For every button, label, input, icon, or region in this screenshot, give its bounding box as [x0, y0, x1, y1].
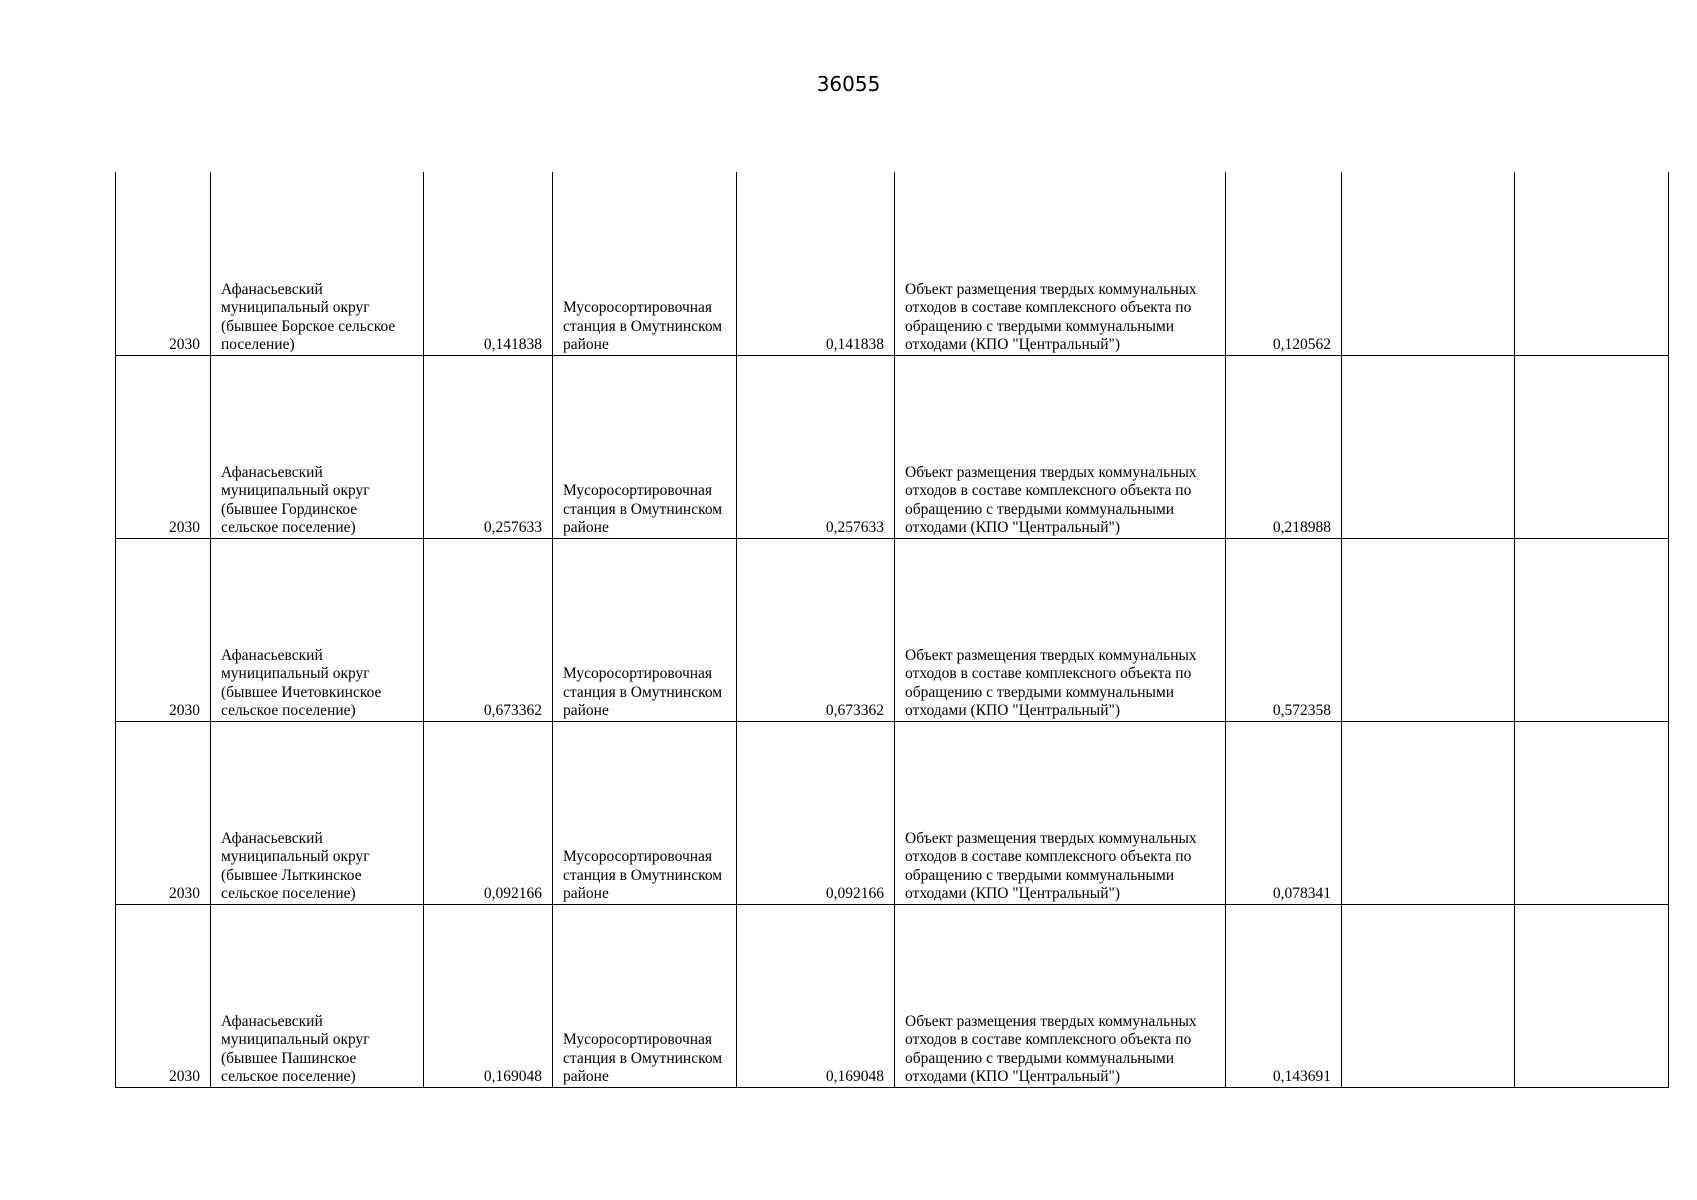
table-row — [116, 721, 1669, 904]
year-cell: 2030 — [116, 355, 211, 538]
page-number: 36055 — [816, 72, 881, 96]
territory-cell: Афанасьевский муниципальный округ (бывшее Лыткинское сельское поселение) — [211, 721, 424, 904]
empty-cell — [1342, 904, 1515, 1087]
volume-cell: 0,257633 — [424, 355, 553, 538]
facility-cell: Мусоросортировочная станция в Омутнинском районе — [553, 904, 737, 1087]
data-table — [115, 172, 1669, 1088]
facility-volume-cell: 0,257633 — [737, 355, 895, 538]
volume-cell: 0,673362 — [424, 538, 553, 721]
facility-volume-cell: 0,092166 — [737, 721, 895, 904]
destination-cell: Объект размещения твердых коммунальных отходов в составе комплексного объекта по обращению с твердыми коммунальными отходами (КПО "Центральный") — [895, 172, 1226, 355]
destination-volume-cell: 0,078341 — [1226, 721, 1342, 904]
facility-cell: Мусоросортировочная станция в Омутнинском районе — [553, 172, 737, 355]
destination-volume-cell: 0,572358 — [1226, 538, 1342, 721]
facility-volume-cell: 0,673362 — [737, 538, 895, 721]
facility-volume-cell: 0,141838 — [737, 172, 895, 355]
destination-volume-cell: 0,218988 — [1226, 355, 1342, 538]
table-row — [116, 355, 1669, 538]
destination-volume-cell: 0,120562 — [1226, 172, 1342, 355]
year-cell: 2030 — [116, 538, 211, 721]
empty-cell — [1342, 721, 1515, 904]
destination-cell: Объект размещения твердых коммунальных отходов в составе комплексного объекта по обращению с твердыми коммунальными отходами (КПО "Центральный") — [895, 904, 1226, 1087]
empty-cell — [1515, 172, 1669, 355]
table-row — [116, 172, 1669, 355]
volume-cell: 0,169048 — [424, 904, 553, 1087]
destination-cell: Объект размещения твердых коммунальных отходов в составе комплексного объекта по обращению с твердыми коммунальными отходами (КПО "Центральный") — [895, 355, 1226, 538]
volume-cell: 0,141838 — [424, 172, 553, 355]
facility-cell: Мусоросортировочная станция в Омутнинском районе — [553, 721, 737, 904]
facility-cell: Мусоросортировочная станция в Омутнинском районе — [553, 355, 737, 538]
facility-cell: Мусоросортировочная станция в Омутнинском районе — [553, 538, 737, 721]
destination-cell: Объект размещения твердых коммунальных отходов в составе комплексного объекта по обращению с твердыми коммунальными отходами (КПО "Центральный") — [895, 721, 1226, 904]
territory-cell: Афанасьевский муниципальный округ (бывшее Гординское сельское поселение) — [211, 355, 424, 538]
table-body — [116, 172, 1669, 1087]
territory-cell: Афанасьевский муниципальный округ (бывшее Борское сельское поселение) — [211, 172, 424, 355]
empty-cell — [1515, 721, 1669, 904]
empty-cell — [1342, 172, 1515, 355]
destination-volume-cell: 0,143691 — [1226, 904, 1342, 1087]
facility-volume-cell: 0,169048 — [737, 904, 895, 1087]
territory-cell: Афанасьевский муниципальный округ (бывшее Пашинское сельское поселение) — [211, 904, 424, 1087]
empty-cell — [1515, 538, 1669, 721]
destination-cell: Объект размещения твердых коммунальных отходов в составе комплексного объекта по обращению с твердыми коммунальными отходами (КПО "Центральный") — [895, 538, 1226, 721]
table-row — [116, 904, 1669, 1087]
year-cell: 2030 — [116, 721, 211, 904]
table-row — [116, 538, 1669, 721]
year-cell: 2030 — [116, 904, 211, 1087]
empty-cell — [1515, 355, 1669, 538]
volume-cell: 0,092166 — [424, 721, 553, 904]
territory-cell: Афанасьевский муниципальный округ (бывшее Ичетовкинское сельское поселение) — [211, 538, 424, 721]
empty-cell — [1342, 538, 1515, 721]
empty-cell — [1342, 355, 1515, 538]
empty-cell — [1515, 904, 1669, 1087]
year-cell: 2030 — [116, 172, 211, 355]
